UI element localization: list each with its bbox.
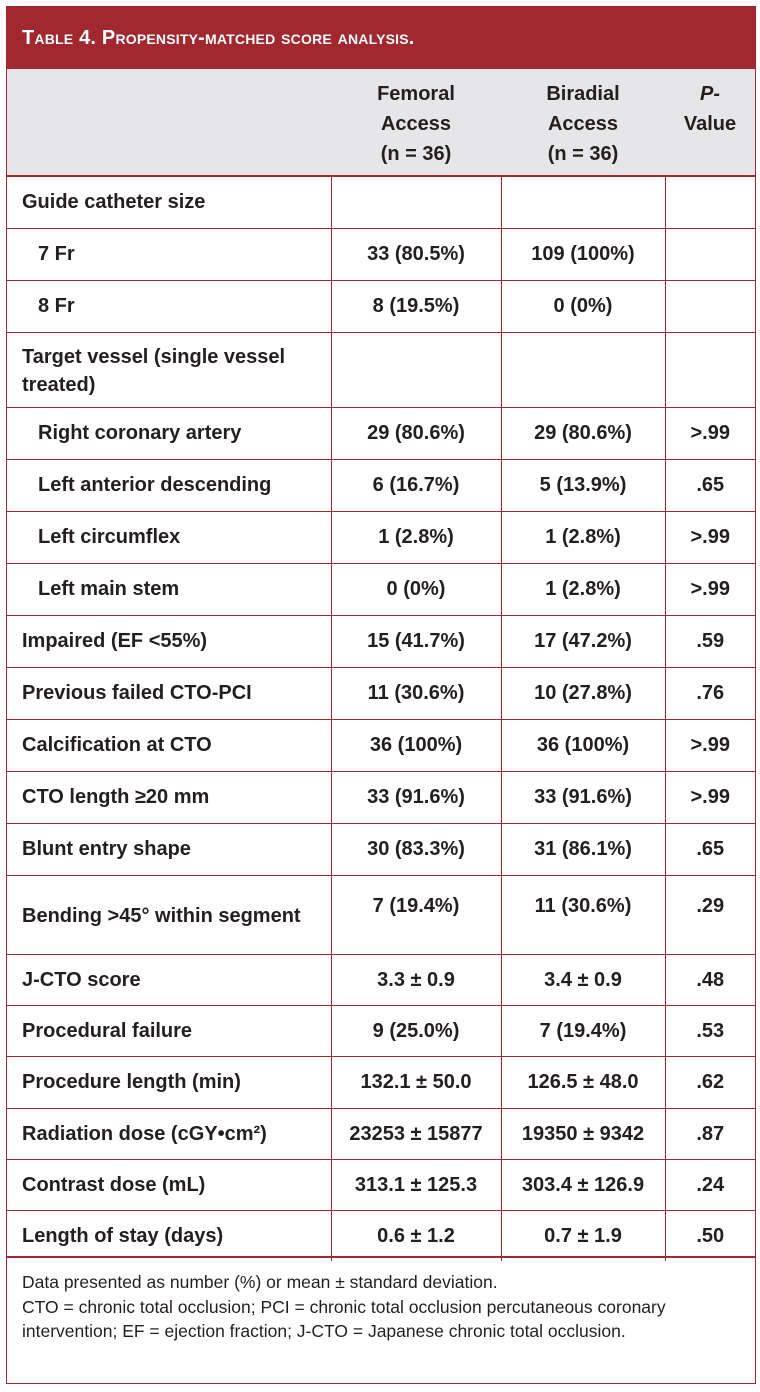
header-biradial <box>501 69 665 176</box>
table-row <box>7 719 755 771</box>
row-label: Left main stem <box>7 563 331 615</box>
row-label: Bending >45° within segment <box>7 875 331 954</box>
row-label: Calcification at CTO <box>7 719 331 771</box>
biradial-cell: 0.7 ± 1.9 <box>501 1210 665 1261</box>
table-row <box>7 459 755 511</box>
biradial-cell: 303.4 ± 126.9 <box>501 1159 665 1210</box>
biradial-cell: 17 (47.2%) <box>501 615 665 667</box>
femoral-cell: 9 (25.0%) <box>331 1005 501 1056</box>
table-row <box>7 280 755 332</box>
header-pvalue-line-1: P- <box>700 83 720 105</box>
header-pvalue-line-2: Value <box>683 113 737 135</box>
pvalue-cell: .48 <box>665 954 755 1005</box>
table-row <box>7 1108 755 1159</box>
table-row <box>7 954 755 1005</box>
row-label: Left anterior descending <box>7 459 331 511</box>
pvalue-cell: .87 <box>665 1108 755 1159</box>
pvalue-cell: >.99 <box>665 511 755 563</box>
femoral-cell <box>331 176 501 228</box>
data-table <box>7 69 755 1261</box>
header-biradial-line-2: Access <box>547 113 619 135</box>
table-row <box>7 563 755 615</box>
biradial-cell: 29 (80.6%) <box>501 407 665 459</box>
header-label <box>7 69 331 176</box>
pvalue-cell <box>665 280 755 332</box>
femoral-cell: 0.6 ± 1.2 <box>331 1210 501 1261</box>
pvalue-cell: >.99 <box>665 563 755 615</box>
biradial-cell: 1 (2.8%) <box>501 563 665 615</box>
table-row <box>7 1056 755 1108</box>
row-label: Contrast dose (mL) <box>7 1159 331 1210</box>
row-label: Previous failed CTO-PCI <box>7 667 331 719</box>
femoral-cell: 6 (16.7%) <box>331 459 501 511</box>
biradial-cell: 10 (27.8%) <box>501 667 665 719</box>
pvalue-cell <box>665 332 755 407</box>
table-row <box>7 511 755 563</box>
row-label: Length of stay (days) <box>7 1210 331 1261</box>
table-row <box>7 667 755 719</box>
pvalue-cell: .29 <box>665 875 755 954</box>
femoral-cell: 11 (30.6%) <box>331 667 501 719</box>
table-row <box>7 771 755 823</box>
femoral-cell <box>331 332 501 407</box>
footnote-line-2: CTO = chronic total occlusion; PCI = chronic total occlusion percutaneous coronary intervention; EF = ejection fraction; J-CTO = Japanese chronic total occlusion. <box>22 1296 666 1341</box>
pvalue-cell: .65 <box>665 823 755 875</box>
table-title: Table 4. Propensity-matched score analysis. <box>7 7 755 69</box>
header-biradial-line-1: Biradial <box>546 83 620 105</box>
femoral-cell: 15 (41.7%) <box>331 615 501 667</box>
pvalue-cell: .65 <box>665 459 755 511</box>
header-biradial-line-3: (n = 36) <box>547 143 619 165</box>
femoral-cell: 0 (0%) <box>331 563 501 615</box>
row-label: Target vessel (single vessel treated) <box>7 332 331 407</box>
biradial-cell: 36 (100%) <box>501 719 665 771</box>
header-femoral <box>331 69 501 176</box>
femoral-cell: 1 (2.8%) <box>331 511 501 563</box>
biradial-cell: 5 (13.9%) <box>501 459 665 511</box>
biradial-cell: 0 (0%) <box>501 280 665 332</box>
row-label: 8 Fr <box>7 280 331 332</box>
femoral-cell: 33 (80.5%) <box>331 228 501 280</box>
biradial-cell: 19350 ± 9342 <box>501 1108 665 1159</box>
femoral-cell: 30 (83.3%) <box>331 823 501 875</box>
femoral-cell: 132.1 ± 50.0 <box>331 1056 501 1108</box>
biradial-cell: 31 (86.1%) <box>501 823 665 875</box>
row-label: Guide catheter size <box>22 191 206 214</box>
pvalue-cell <box>665 228 755 280</box>
pvalue-cell: >.99 <box>665 407 755 459</box>
header-femoral-line-2: Access <box>380 113 452 135</box>
pvalue-cell: .53 <box>665 1005 755 1056</box>
femoral-cell: 36 (100%) <box>331 719 501 771</box>
femoral-cell: 7 (19.4%) <box>331 875 501 954</box>
femoral-cell: 3.3 ± 0.9 <box>331 954 501 1005</box>
biradial-cell: 126.5 ± 48.0 <box>501 1056 665 1108</box>
femoral-cell: 33 (91.6%) <box>331 771 501 823</box>
biradial-cell: 33 (91.6%) <box>501 771 665 823</box>
pvalue-cell: .50 <box>665 1210 755 1261</box>
row-label: Procedural failure <box>7 1005 331 1056</box>
table-frame <box>6 6 756 1384</box>
header-femoral-line-1: Femoral <box>377 83 455 105</box>
row-label: Left circumflex <box>7 511 331 563</box>
row-label: Impaired (EF <55%) <box>7 615 331 667</box>
table-body <box>7 176 755 1261</box>
row-label: Procedure length (min) <box>7 1056 331 1108</box>
header-femoral-line-3: (n = 36) <box>380 143 452 165</box>
table-row <box>7 615 755 667</box>
biradial-cell: 3.4 ± 0.9 <box>501 954 665 1005</box>
header-pvalue <box>665 69 755 176</box>
table-row <box>7 228 755 280</box>
biradial-cell: 1 (2.8%) <box>501 511 665 563</box>
pvalue-cell: >.99 <box>665 771 755 823</box>
biradial-cell <box>501 332 665 407</box>
row-label: J-CTO score <box>7 954 331 1005</box>
pvalue-cell: .76 <box>665 667 755 719</box>
pvalue-cell: >.99 <box>665 719 755 771</box>
femoral-cell: 313.1 ± 125.3 <box>331 1159 501 1210</box>
footnote <box>7 1256 755 1344</box>
biradial-cell: 109 (100%) <box>501 228 665 280</box>
row-label: 7 Fr <box>7 228 331 280</box>
pvalue-cell: .24 <box>665 1159 755 1210</box>
row-label: Radiation dose (cGY•cm²) <box>7 1108 331 1159</box>
table-row <box>7 332 755 407</box>
header-row <box>7 69 755 176</box>
biradial-cell: 7 (19.4%) <box>501 1005 665 1056</box>
table-row <box>7 1210 755 1261</box>
row-label: CTO length ≥20 mm <box>7 771 331 823</box>
table-row <box>7 1159 755 1210</box>
femoral-cell: 8 (19.5%) <box>331 280 501 332</box>
row-label: Blunt entry shape <box>7 823 331 875</box>
row-label: Right coronary artery <box>7 407 331 459</box>
femoral-cell: 23253 ± 15877 <box>331 1108 501 1159</box>
table-row <box>7 1005 755 1056</box>
biradial-cell: 11 (30.6%) <box>501 875 665 954</box>
footnote-line-1: Data presented as number (%) or mean ± standard deviation. <box>22 1272 498 1292</box>
table-row <box>7 823 755 875</box>
pvalue-cell <box>665 176 755 228</box>
femoral-cell: 29 (80.6%) <box>331 407 501 459</box>
table-row <box>7 176 755 228</box>
biradial-cell <box>501 176 665 228</box>
pvalue-cell: .59 <box>665 615 755 667</box>
pvalue-cell: .62 <box>665 1056 755 1108</box>
table-row <box>7 875 755 954</box>
table-row <box>7 407 755 459</box>
